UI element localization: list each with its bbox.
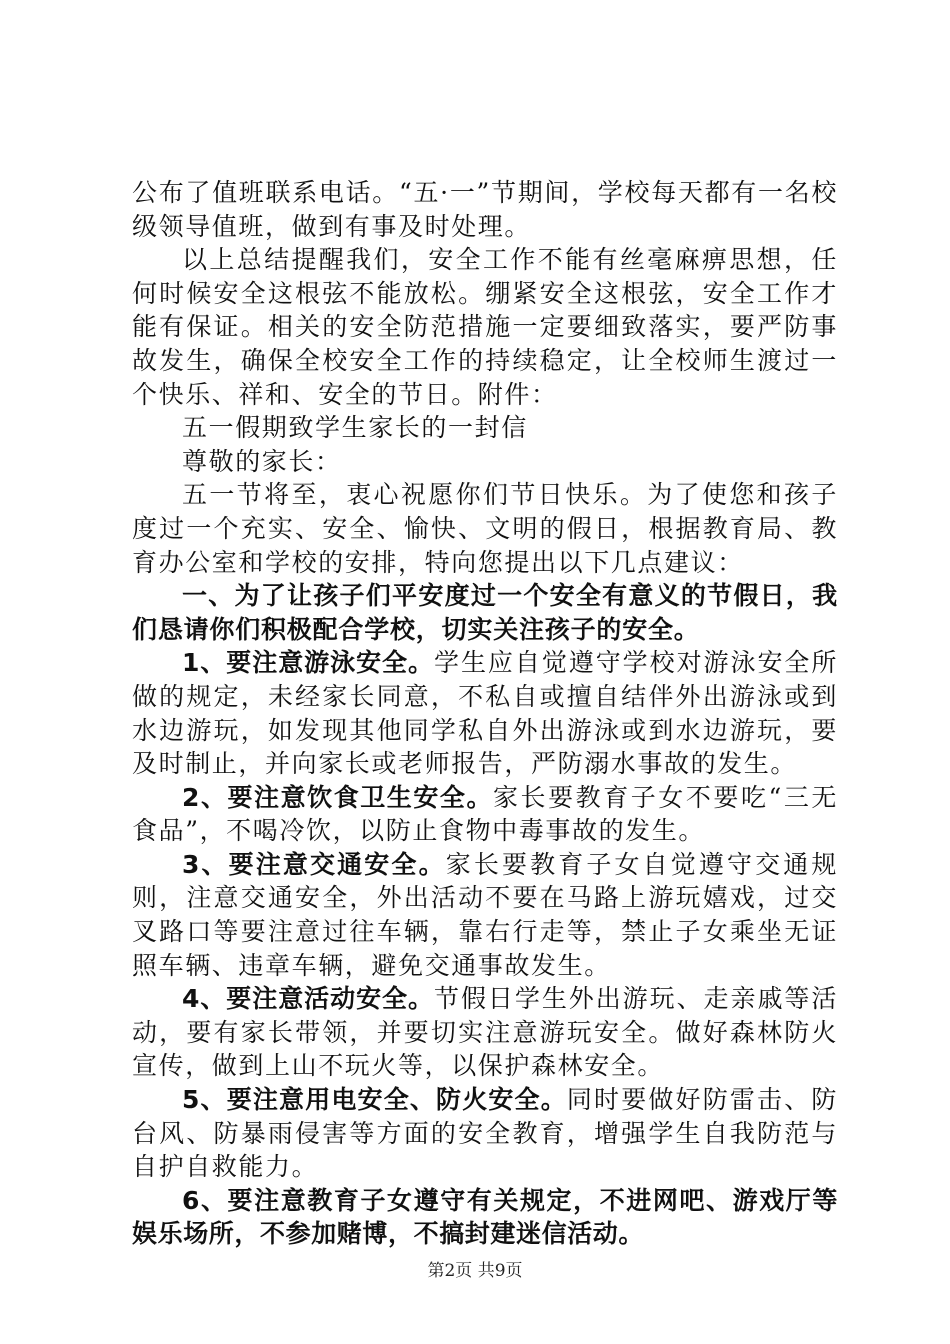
section-heading-1: 一、为了让孩子们平安度过一个安全有意义的节假日，我们恳请你们积极配合学校，切实关注孩子的安全。 bbox=[132, 581, 838, 644]
list-item-electricity bbox=[132, 1083, 838, 1184]
paragraph-summary: 以上总结提醒我们，安全工作不能有丝毫麻痹思想，任何时候安全这根弦不能放松。绷紧安全这根弦，安全工作才能有保证。相关的安全防范措施一定要细致落实，要严防事故发生，确保全校安全工作的持续稳定，让全校师生渡过一个快乐、祥和、安全的节日。附件： bbox=[132, 245, 838, 409]
item-lead: 2、要注意饮食卫生安全。 bbox=[182, 782, 493, 812]
document-body bbox=[132, 176, 838, 1251]
item-body: 节假日学生外出游玩、走亲戚等活动，要有家长带领，并要切实注意游玩安全。做好森林防火宣传，做到上山不玩火等，以保护森林安全。 bbox=[132, 984, 838, 1081]
page-number-footer: 第2页 共9页 bbox=[427, 1261, 523, 1281]
item-lead: 1、要注意游泳安全。 bbox=[182, 648, 434, 678]
list-item-swimming bbox=[132, 646, 838, 780]
item-lead: 6、要注意教育子女遵守有关规定，不进网吧、游戏厅等娱乐场所，不参加赌博，不搞封建迷信活动。 bbox=[132, 1185, 838, 1249]
attachment-title: 五一假期致学生家长的一封信 bbox=[182, 413, 528, 443]
paragraph-intro: 五一节将至，衷心祝愿你们节日快乐。为了使您和孩子度过一个充实、安全、愉快、文明的假日，根据教育局、教育办公室和学校的安排，特向您提出以下几点建议： bbox=[132, 480, 838, 577]
paragraph-duty-phone: 公布了值班联系电话。“五·一”节期间，学校每天都有一名校级领导值班，做到有事及时处理。 bbox=[132, 178, 838, 241]
list-item-activity bbox=[132, 982, 838, 1083]
item-lead: 4、要注意活动安全。 bbox=[182, 984, 434, 1014]
list-item-traffic bbox=[132, 848, 838, 982]
item-lead: 5、要注意用电安全、防火安全。 bbox=[182, 1085, 567, 1115]
list-item-rules bbox=[132, 1184, 838, 1251]
item-lead: 3、要注意交通安全。 bbox=[182, 849, 446, 879]
letter-salutation: 尊敬的家长： bbox=[182, 446, 342, 476]
item-body: 家长要教育子女不要吃“三无食品”，不喝冷饮，以防止食物中毒事故的发生。 bbox=[132, 782, 838, 846]
item-body: 同时要做好防雷击、防台风、防暴雨侵害等方面的安全教育，增强学生自我防范与自护自救能力。 bbox=[132, 1085, 838, 1182]
item-body: 学生应自觉遵守学校对游泳安全所做的规定，未经家长同意，不私自或擅自结伴外出游泳或到水边游玩，如发现其他同学私自外出游泳或到水边游玩，要及时制止，并向家长或老师报告，严防溺水事故的发生。 bbox=[132, 648, 838, 779]
item-body: 家长要教育子女自觉遵守交通规则，注意交通安全，外出活动不要在马路上游玩嬉戏，过交叉路口等要注意过往车辆，靠右行走等，禁止子女乘坐无证照车辆、违章车辆，避免交通事故发生。 bbox=[132, 849, 838, 980]
list-item-food bbox=[132, 781, 838, 848]
